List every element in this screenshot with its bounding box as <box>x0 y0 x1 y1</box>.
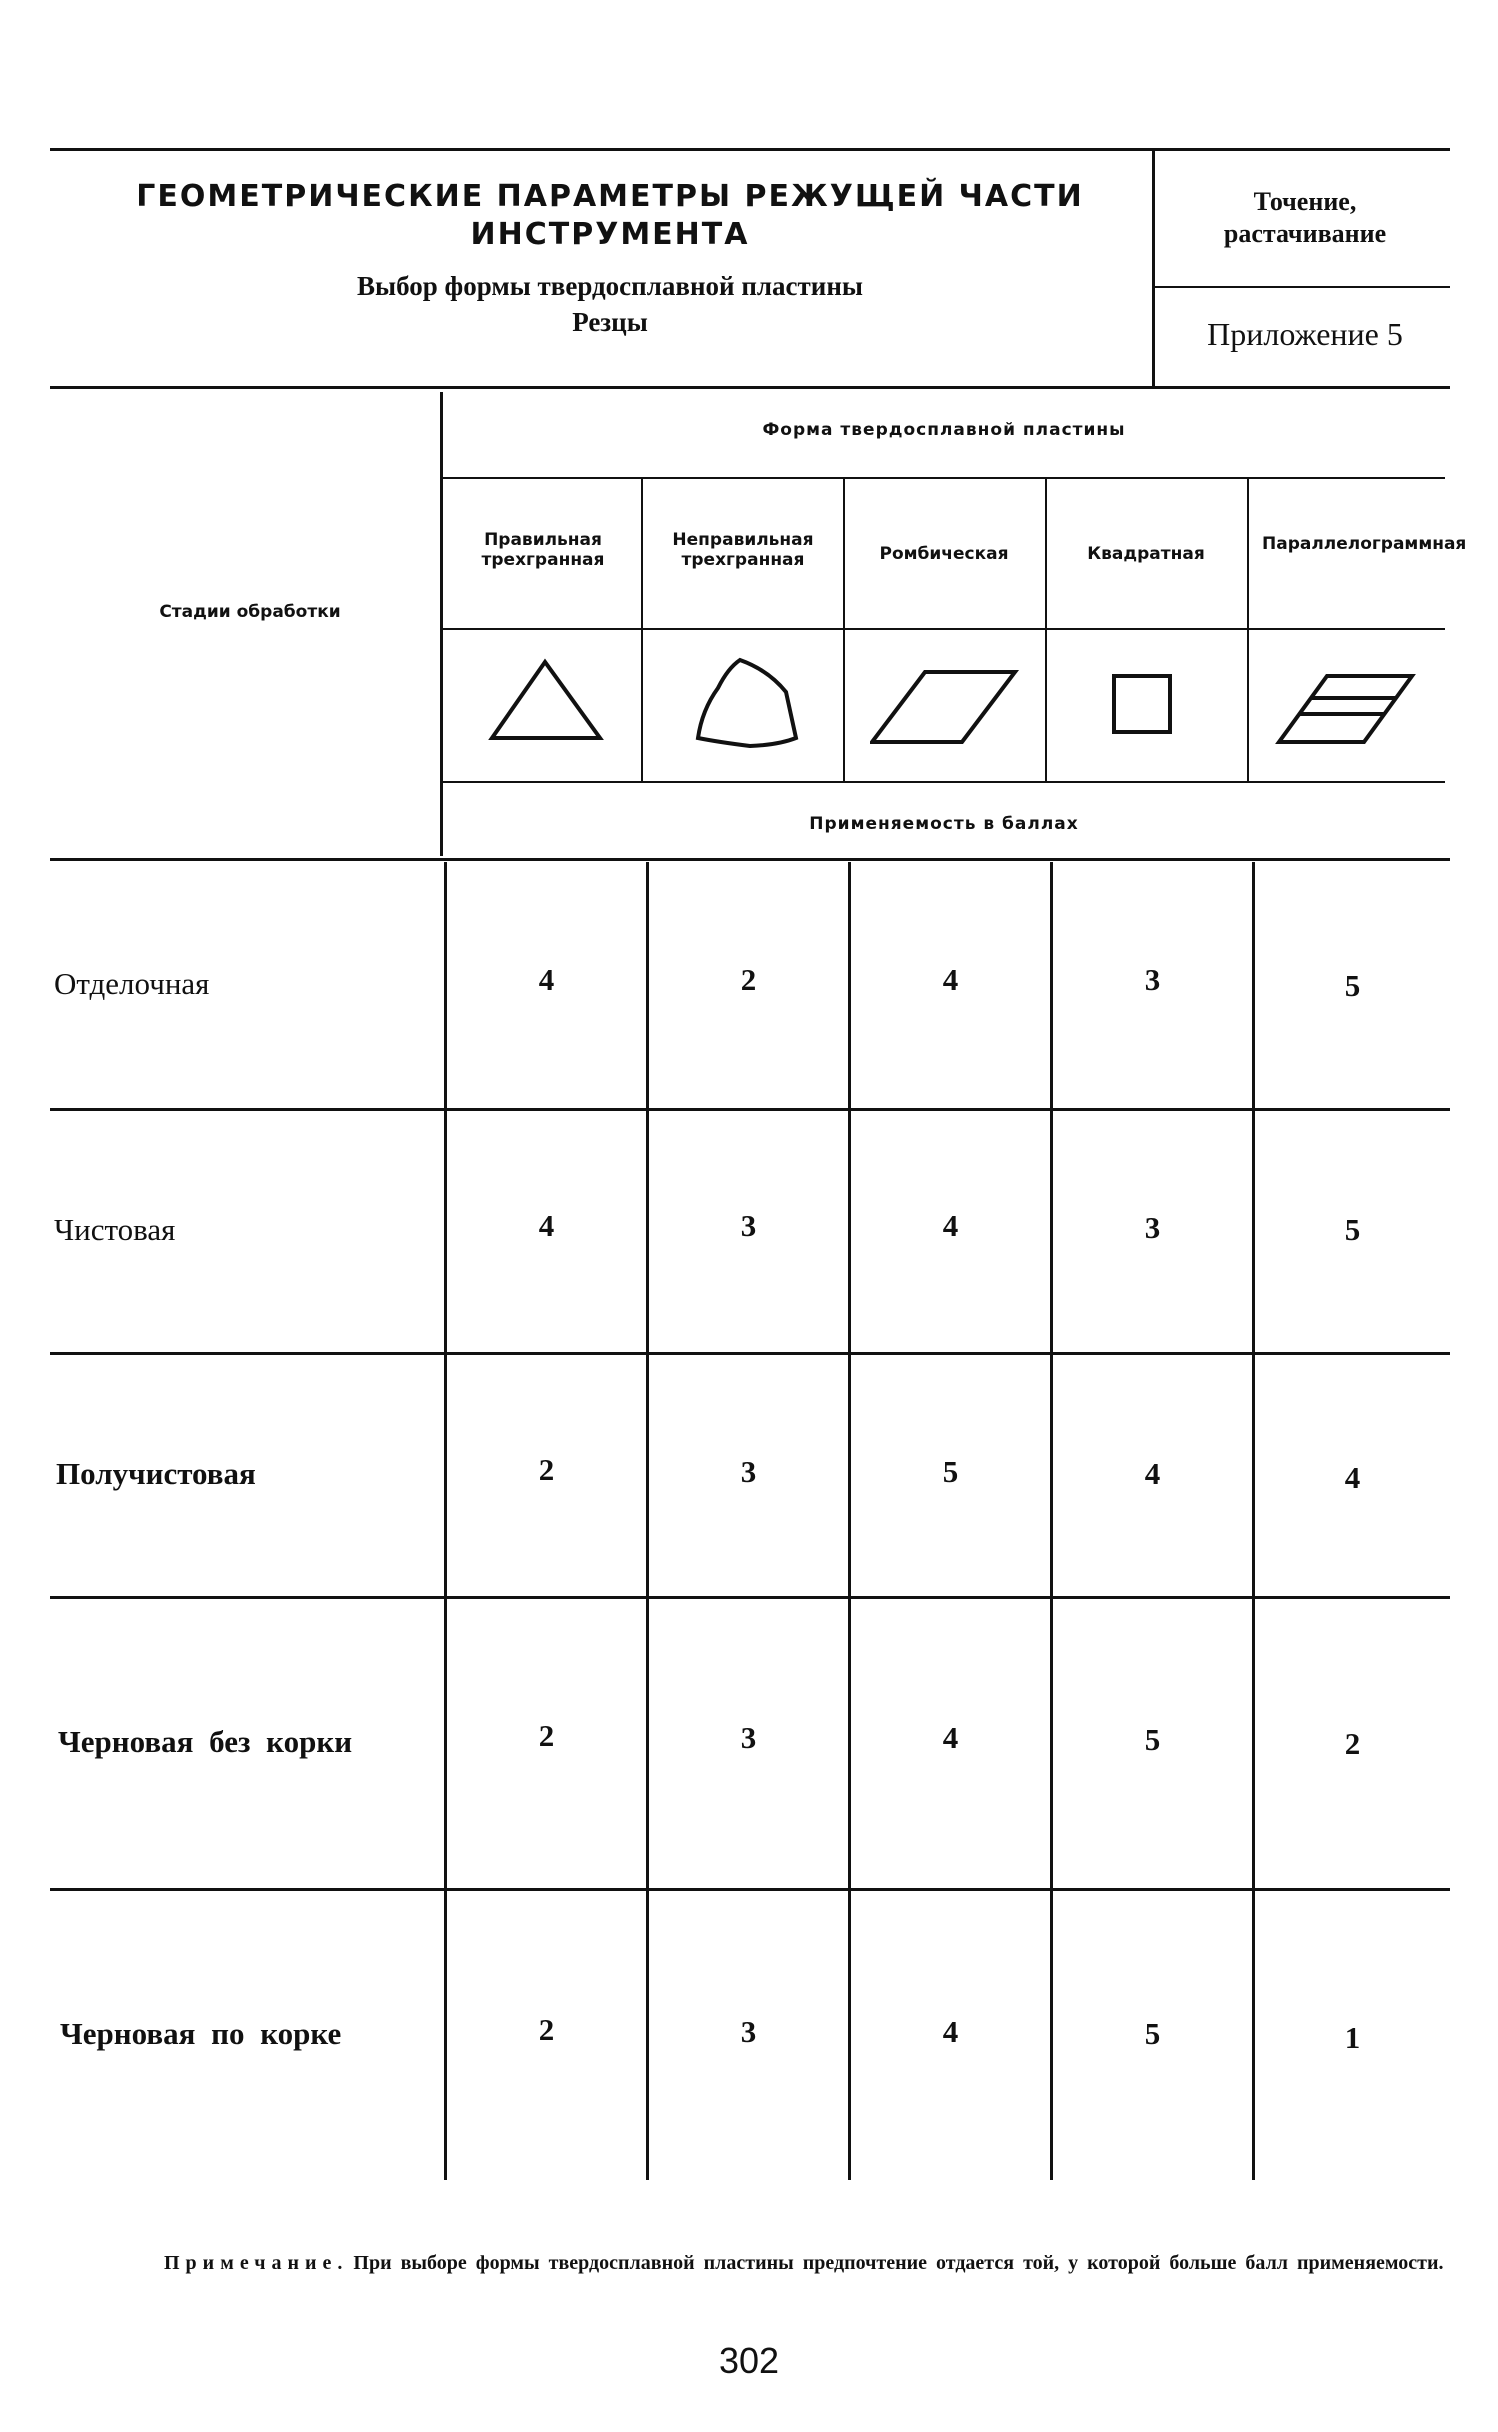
row-rule-2 <box>50 1352 1450 1355</box>
footnote <box>80 2252 1450 2274</box>
score-r2-c5: 5 <box>1344 1212 1361 1247</box>
score-r4-c2: 3 <box>740 1720 757 1755</box>
score-header: Применяемость в баллах <box>809 814 1079 834</box>
stage-column-divider <box>440 392 443 856</box>
body-col-divider-3 <box>1050 862 1053 2180</box>
score-r3-c1: 2 <box>538 1452 555 1487</box>
score-r1-c2: 2 <box>740 962 757 997</box>
score-r2-c4: 3 <box>1144 1210 1161 1245</box>
square-icon <box>1072 650 1222 760</box>
header-bottom-rule <box>50 386 1450 389</box>
shape-header-rule <box>443 477 1445 479</box>
row-stage-2: Чистовая <box>54 1212 176 1247</box>
header-col-divider-2 <box>843 479 845 781</box>
col-label-square: Квадратная <box>1087 544 1205 564</box>
body-col-divider-0 <box>444 862 447 2180</box>
row-stage-3: Получистовая <box>56 1456 256 1491</box>
score-r4-c5: 2 <box>1344 1726 1361 1761</box>
rhombus-icon <box>870 650 1020 760</box>
score-r2-c2: 3 <box>740 1208 757 1243</box>
score-r5-c3: 4 <box>942 2014 959 2049</box>
body-col-divider-1 <box>646 862 649 2180</box>
shape-label-rule <box>443 628 1445 630</box>
title-line-1: ГЕОМЕТРИЧЕСКИЕ ПАРАМЕТРЫ РЕЖУЩЕЙ ЧАСТИ <box>136 179 1084 214</box>
score-r1-c5: 5 <box>1344 968 1361 1003</box>
score-r2-c3: 4 <box>942 1208 959 1243</box>
stage-header: Стадии обработки <box>159 602 341 622</box>
header-col-divider-1 <box>641 479 643 781</box>
score-r2-c1: 4 <box>538 1208 555 1243</box>
shape-group-header: Форма твердосплавной пластины <box>762 420 1126 440</box>
score-r3-c5: 4 <box>1344 1460 1361 1495</box>
document-title <box>80 178 1140 254</box>
body-top-rule <box>50 858 1450 861</box>
parallelogram-icon <box>1272 650 1432 760</box>
body-col-divider-2 <box>848 862 851 2180</box>
score-r5-c2: 3 <box>740 2014 757 2049</box>
score-r4-c3: 4 <box>942 1720 959 1755</box>
title-line-2: ИНСТРУМЕНТА <box>470 217 750 252</box>
row-stage-5: Черновая по корке <box>60 2016 342 2051</box>
header-col-divider-3 <box>1045 479 1047 781</box>
triangle-icon <box>470 650 620 760</box>
header-top-rule <box>50 148 1450 151</box>
col-label-rhombus: Ромбическая <box>879 544 1009 564</box>
document-subtitle-2: Резцы <box>572 307 648 337</box>
footnote-text: При выборе формы твердосплавной пластины предпочтение отдается той, у которой больше балл применяемости. <box>353 2252 1444 2274</box>
header-divider <box>1152 150 1155 386</box>
body-col-divider-4 <box>1252 862 1255 2180</box>
col-label-irregular-triangle: Неправильная трехгранная <box>672 530 814 570</box>
row-rule-1 <box>50 1108 1450 1111</box>
row-stage-4: Черновая без корки <box>58 1724 353 1759</box>
score-r4-c4: 5 <box>1144 1722 1161 1757</box>
header-col-divider-4 <box>1247 479 1249 781</box>
appendix-label: Приложение 5 <box>1207 316 1403 352</box>
col-label-regular-triangle: Правильная трехгранная <box>481 530 605 570</box>
score-r5-c5: 1 <box>1344 2020 1361 2055</box>
row-rule-3 <box>50 1596 1450 1599</box>
col-label-parallelogram: Параллелограммная <box>1262 534 1467 554</box>
score-r4-c1: 2 <box>538 1718 555 1753</box>
footnote-label: Примечание. <box>164 2252 349 2274</box>
irregular-triangle-icon <box>668 650 818 760</box>
shape-icon-rule <box>443 781 1445 783</box>
score-r3-c2: 3 <box>740 1454 757 1489</box>
side-category-line-2: растачивание <box>1223 219 1387 248</box>
score-r1-c4: 3 <box>1144 962 1161 997</box>
score-r3-c3: 5 <box>942 1454 959 1489</box>
side-category-line-1: Точение, <box>1253 187 1357 216</box>
side-category <box>1160 186 1450 250</box>
score-r1-c3: 4 <box>942 962 959 997</box>
header-side-divider <box>1152 286 1450 288</box>
score-r3-c4: 4 <box>1144 1456 1161 1491</box>
page-number: 302 <box>718 2340 780 2381</box>
document-subtitle: Выбор формы твердосплавной пластины <box>357 271 863 301</box>
row-stage-1: Отделочная <box>54 966 210 1001</box>
score-r5-c1: 2 <box>538 2012 555 2047</box>
score-r5-c4: 5 <box>1144 2016 1161 2051</box>
row-rule-4 <box>50 1888 1450 1891</box>
score-r1-c1: 4 <box>538 962 555 997</box>
